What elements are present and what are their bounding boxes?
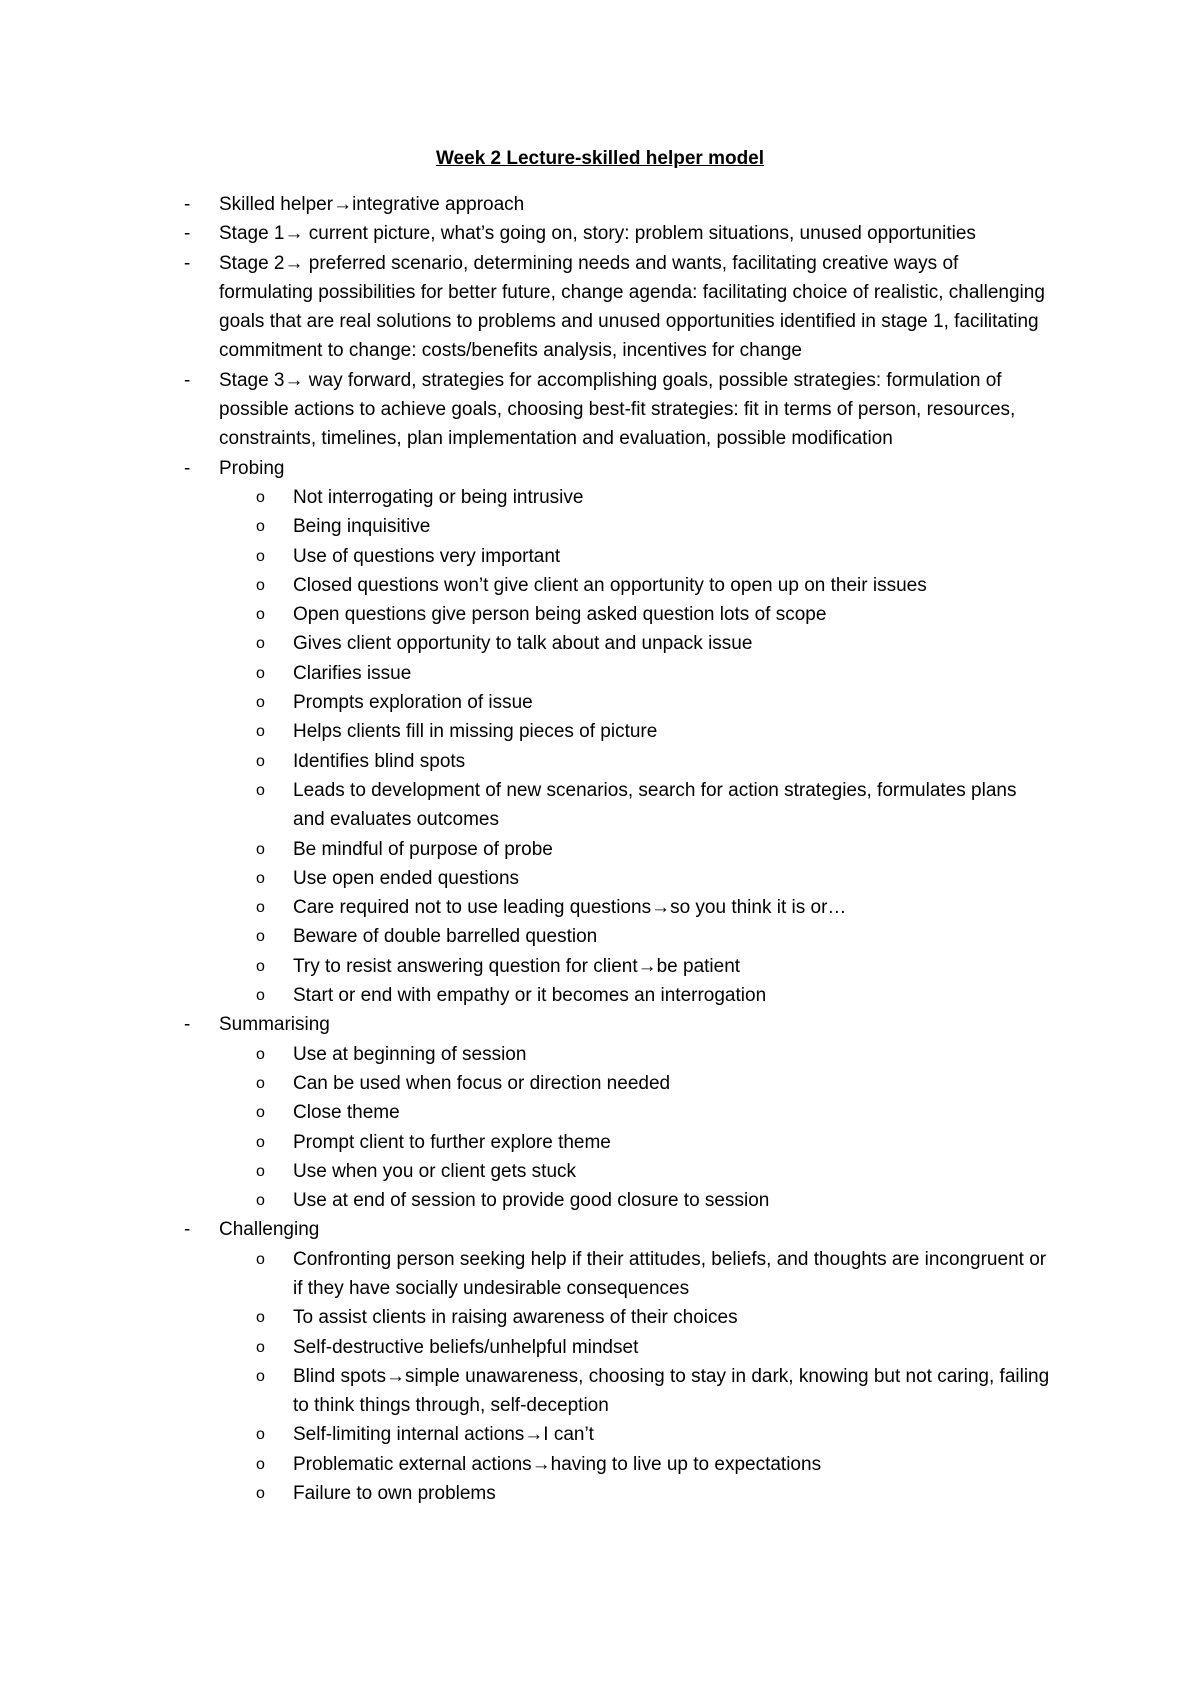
sub-list-item <box>0 1333 1200 1362</box>
sub-list-item-text: Failure to own problems <box>293 1483 496 1505</box>
list-item <box>0 1010 1200 1039</box>
list-item <box>0 454 1200 483</box>
sub-list-item-text: Use of questions very important <box>293 545 561 567</box>
circle-bullet: o <box>256 752 265 770</box>
circle-bullet: o <box>256 606 265 624</box>
sub-list-item-text: Use at beginning of session <box>293 1043 527 1065</box>
sub-list-item-text: Use open ended questions <box>293 867 520 889</box>
list-item-text: Summarising <box>219 1014 330 1036</box>
list-item <box>0 219 1200 248</box>
sub-list-item-text: Care required not to use leading questions→so you think it is or… <box>293 897 847 919</box>
dash-bullet: - <box>184 194 191 215</box>
dash-bullet: - <box>184 1014 191 1036</box>
list-item <box>0 249 1200 366</box>
circle-bullet: o <box>256 664 265 682</box>
circle-bullet: o <box>256 840 265 858</box>
sub-list-item-text: Prompts exploration of issue <box>293 692 533 714</box>
sub-list-item-text: Close theme <box>293 1102 400 1124</box>
circle-bullet: o <box>256 547 265 565</box>
sub-list-item <box>0 864 1200 893</box>
sub-list-item <box>0 952 1200 981</box>
sub-list-item <box>0 893 1200 922</box>
list-item-text: Skilled helper→integrative approach <box>219 194 525 215</box>
list-item <box>0 190 1200 219</box>
bullet-list <box>0 190 1200 1508</box>
circle-bullet: o <box>256 987 265 1005</box>
circle-bullet: o <box>256 488 265 506</box>
sub-list-item-text: Use when you or client gets stuck <box>293 1160 577 1182</box>
sub-list-item-text: Be mindful of purpose of probe <box>293 838 553 860</box>
sub-bullet-list <box>0 1040 1200 1216</box>
list-item-text: Stage 1→ current picture, what’s going on, story: problem situations, unused opportunities <box>219 223 976 245</box>
sub-list-item-text: Leads to development of new scenarios, search for action strategies, formulates plans and evaluates outcomes <box>293 779 1017 831</box>
sub-list-item-text: Open questions give person being asked question lots of scope <box>293 604 827 626</box>
sub-list-item-text: Closed questions won’t give client an opportunity to open up on their issues <box>293 574 927 596</box>
sub-list-item-text: Self-destructive beliefs/unhelpful mindset <box>293 1336 639 1358</box>
sub-list-item <box>0 1420 1200 1449</box>
sub-list-item-text: Use at end of session to provide good closure to session <box>293 1190 770 1212</box>
sub-list-item-text: Start or end with empathy or it becomes an interrogation <box>293 985 767 1007</box>
sub-list-item-text: Confronting person seeking help if their attitudes, beliefs, and thoughts are incongruent or if they have socially undesirable consequences <box>293 1248 1047 1299</box>
sublist-container <box>0 1040 1200 1216</box>
circle-bullet: o <box>256 1455 265 1473</box>
circle-bullet: o <box>256 1074 265 1092</box>
sub-list-item <box>0 981 1200 1010</box>
sublist-container <box>0 483 1200 1010</box>
sub-list-item-text: Beware of double barrelled question <box>293 926 598 948</box>
sub-list-item <box>0 1157 1200 1186</box>
circle-bullet: o <box>256 694 265 712</box>
circle-bullet: o <box>256 1162 265 1180</box>
circle-bullet: o <box>256 899 265 917</box>
sub-list-item <box>0 835 1200 864</box>
sub-list-item <box>0 542 1200 571</box>
circle-bullet: o <box>256 781 265 799</box>
sub-list-item <box>0 1479 1200 1508</box>
sub-list-item-text: Clarifies issue <box>293 662 412 684</box>
circle-bullet: o <box>256 1104 265 1122</box>
circle-bullet: o <box>256 1192 265 1210</box>
sub-bullet-list <box>0 483 1200 1010</box>
sub-list-item <box>0 1098 1200 1127</box>
sub-list-item <box>0 659 1200 688</box>
circle-bullet: o <box>256 1309 265 1327</box>
sub-list-item <box>0 512 1200 541</box>
sub-list-item <box>0 1040 1200 1069</box>
circle-bullet: o <box>256 1338 265 1356</box>
sub-list-item <box>0 1128 1200 1157</box>
sub-list-item-text: Try to resist answering question for client→be patient <box>293 955 741 977</box>
list-item-text: Challenging <box>219 1219 320 1241</box>
circle-bullet: o <box>256 1367 265 1385</box>
sub-list-item <box>0 1303 1200 1332</box>
sub-list-item-text: Prompt client to further explore theme <box>293 1131 611 1153</box>
sub-list-item-text: Helps clients fill in missing pieces of picture <box>293 721 658 743</box>
circle-bullet: o <box>256 1485 265 1503</box>
sub-list-item <box>0 1245 1200 1304</box>
sub-list-item <box>0 483 1200 512</box>
sub-bullet-list <box>0 1245 1200 1509</box>
sub-list-item <box>0 600 1200 629</box>
sublist-container <box>0 1245 1200 1509</box>
sub-list-item-text: Being inquisitive <box>293 516 431 538</box>
circle-bullet: o <box>256 1133 265 1151</box>
sub-list-item <box>0 629 1200 658</box>
sub-list-item <box>0 717 1200 746</box>
sub-list-item <box>0 776 1200 835</box>
sub-list-item <box>0 1069 1200 1098</box>
sub-list-item-text: Blind spots→simple unawareness, choosing to stay in dark, knowing but not caring, failing to think things through, self-deception <box>293 1365 1050 1417</box>
sub-list-item-text: Self-limiting internal actions→I can’t <box>293 1424 594 1446</box>
circle-bullet: o <box>256 576 265 594</box>
sub-list-item <box>0 1186 1200 1215</box>
circle-bullet: o <box>256 723 265 741</box>
sub-list-item-text: Gives client opportunity to talk about and unpack issue <box>293 633 753 655</box>
list-item <box>0 1215 1200 1244</box>
sub-list-item <box>0 571 1200 600</box>
sub-list-item <box>0 1362 1200 1421</box>
sub-list-item <box>0 922 1200 951</box>
circle-bullet: o <box>256 1045 265 1063</box>
circle-bullet: o <box>256 1426 265 1444</box>
sub-list-item-text: To assist clients in raising awareness of their choices <box>293 1307 738 1329</box>
sub-list-item <box>0 1450 1200 1479</box>
dash-bullet: - <box>184 457 191 479</box>
sub-list-item-text: Not interrogating or being intrusive <box>293 486 584 508</box>
page-title: Week 2 Lecture-skilled helper model <box>435 148 765 169</box>
circle-bullet: o <box>256 928 265 946</box>
list-item <box>0 366 1200 454</box>
sub-list-item <box>0 747 1200 776</box>
circle-bullet: o <box>256 518 265 536</box>
list-item-text: Stage 3→ way forward, strategies for accomplishing goals, possible strategies: formulation of possible actions to achieve goals, choosing best-fit strategies: fit in terms of person, resources, constraints, timelines, plan implementation and evaluation, possible modification <box>219 369 1016 450</box>
sub-list-item <box>0 688 1200 717</box>
list-item-text: Stage 2→ preferred scenario, determining needs and wants, facilitating creative ways of formulating possibilities for better future, change agenda: facilitating choice of realistic, challenging goals that are real solutions to problems and unused opportunities identified in stage 1, facilitating commitment to change: costs/benefits analysis, incentives for change <box>219 252 1045 362</box>
dash-bullet: - <box>184 369 191 391</box>
circle-bullet: o <box>256 635 265 653</box>
sub-list-item-text: Can be used when focus or direction needed <box>293 1072 671 1094</box>
sub-list-item-text: Problematic external actions→having to live up to expectations <box>293 1453 822 1475</box>
dash-bullet: - <box>184 223 191 245</box>
dash-bullet: - <box>184 1219 191 1241</box>
circle-bullet: o <box>256 957 265 975</box>
circle-bullet: o <box>256 1250 265 1268</box>
list-item-text: Probing <box>219 457 285 479</box>
sub-list-item-text: Identifies blind spots <box>293 750 466 772</box>
dash-bullet: - <box>184 252 191 274</box>
circle-bullet: o <box>256 869 265 887</box>
